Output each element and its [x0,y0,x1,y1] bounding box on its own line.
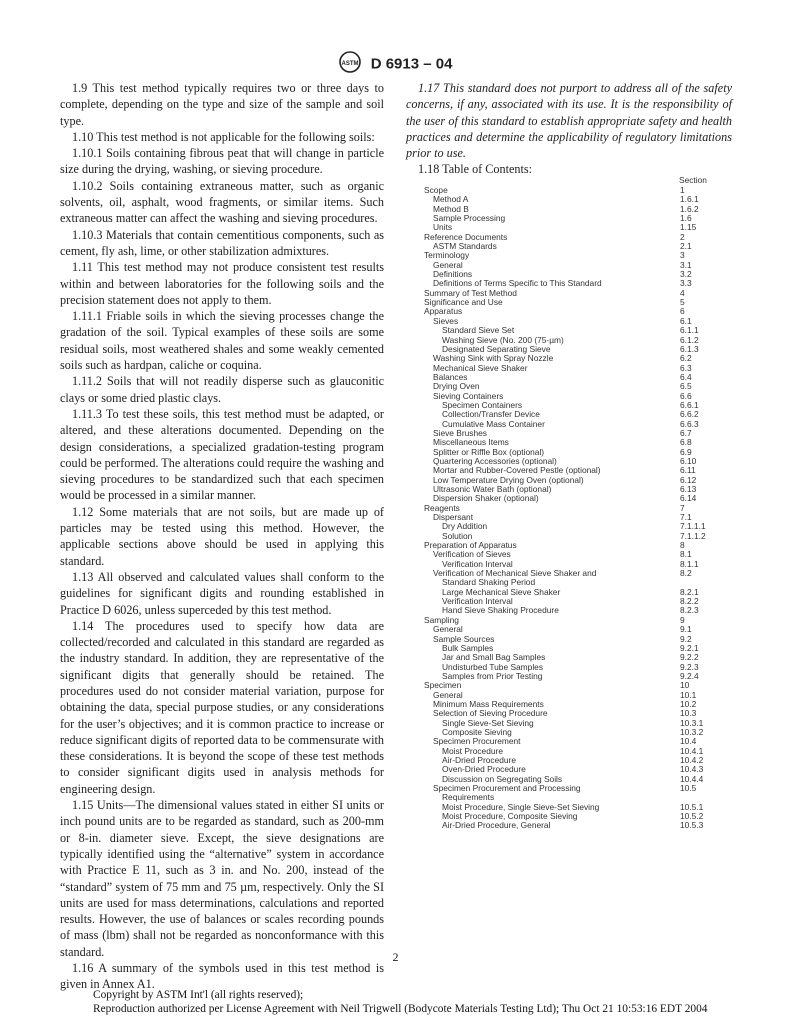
toc-title: Composite Sieving [442,726,512,737]
left-column [60,80,384,993]
toc-section-number: 9.1 [680,624,692,635]
toc-title: General [433,689,463,700]
toc-section-number: 1.6.1 [680,194,699,205]
toc-title: Collection/Transfer Device [442,409,540,420]
toc-title: Specimen Procurement [433,736,521,747]
toc-section-number: 2 [680,231,685,242]
toc-title: Terminology [424,250,470,261]
toc-section-number: 6.8 [680,437,692,448]
toc-title: Scope [424,185,448,195]
toc-title: Sample Sources [433,633,495,644]
paragraph: 1.11.2 Soils that will not readily disperse such as glauconitic clays or some dried plastic clays. [60,374,384,405]
toc-title: Verification Interval [442,596,513,607]
paragraph: 1.11 This test method may not produce consistent test results within and between laboratories for the following soils and the precision statement does not apply to them. [60,260,384,307]
toc-title: Specimen [424,680,462,691]
toc-section-number: 6.4 [680,371,692,382]
page-footer [93,988,708,1016]
toc-row [424,821,734,830]
toc-title: Specimen Procurement and Processing [433,783,581,793]
toc-section-number: 6.1.2 [680,334,699,345]
paragraph: 1.11.1 Friable soils in which the sieving processes change the gradation of the soil. Typical examples of these soils are some residual soils, most weathered shales and some weakly cemented soils such as hardpan, caliche or coquina. [60,309,384,373]
toc-section-number: 9.2.3 [680,661,699,672]
toc-title: Ultrasonic Water Bath (optional) [433,484,552,494]
toc-section-number: 6 [680,306,685,317]
toc-title: Large Mechanical Sieve Shaker [442,586,561,597]
toc-section-number: 10.4.3 [680,764,704,775]
toc-title: Oven-Dried Procedure [442,764,526,775]
toc-title: Moist Procedure, Single Sieve-Set Sieving [442,801,600,812]
toc-section-number: 10.3 [680,708,697,719]
toc-title: Sieves [433,315,459,326]
toc-title: Standard Sieve Set [442,325,515,336]
toc-section-number: 9.2 [680,633,692,644]
toc-section-number: 8 [680,540,685,551]
toc-section-number: 6.13 [680,484,697,494]
toc-title: Air-Dried Procedure, General [442,820,551,831]
toc-title: Hand Sieve Shaking Procedure [442,605,559,616]
toc-section-number: 6.6.2 [680,409,699,420]
toc-section-number: 7.1.1.1 [680,521,706,532]
toc-row [424,494,734,503]
toc-title: Discussion on Segregating Soils [442,773,563,784]
toc-title: Method A [433,194,469,205]
toc-title: Verification Interval [442,558,513,569]
paragraph: 1.13 All observed and calculated values shall conform to the guidelines for significant digits and rounding established in Practice D 6026, unless superceded by this test method. [60,569,384,617]
toc-section-number: 6.6 [680,390,692,401]
toc-section-number: 9.2.2 [680,652,699,663]
toc-title: Solution [442,530,473,541]
toc-title: Bulk Samples [442,642,494,653]
toc-title: Units [433,222,453,233]
toc-title: Standard Shaking Period [442,577,536,588]
toc-title: Significance and Use [424,297,503,308]
toc-section-number: 10.2 [680,698,697,709]
toc-title: Splitter or Riffle Box (optional) [433,446,545,457]
toc-section-number: 1.15 [680,222,697,233]
astm-logo [339,50,361,78]
toc-section-number: 10 [680,680,690,691]
standard-designation: D 6913 – 04 [370,55,453,73]
toc-title: General [433,259,463,270]
toc-title: Jar and Small Bag Samples [442,652,546,663]
toc-section-number: 8.2.3 [680,605,699,616]
toc-section-number: 6.2 [680,353,692,364]
toc-title: Sieving Containers [433,390,504,401]
toc-title: Washing Sink with Spray Nozzle [433,353,554,364]
toc-section-number: 10.4 [680,736,697,747]
toc-title: Requirements [442,792,495,803]
toc-section-number: 1.6.2 [680,203,699,214]
toc-section-number: 3.3 [680,278,692,289]
table-of-contents [424,176,734,831]
paragraph: 1.10.2 Soils containing extraneous matter, such as organic solvents, oil, asphalt, wood fragments, or similar items. Such extraneous matter can affect the washing and sieving procedures. [60,178,384,226]
paragraph: 1.15 Units—The dimensional values stated in either SI units or inch pound units are to be regarded as standard, such as 200-mm or 8-in. diameter sieve. Except, the sieve designations are typically identified using the “alternative” system in accordance with Practice E 11, such as 3 in. and No. 200, instead of the “standard” system of 75 mm and 75 µm, respectively. Only the SI units are used for mass determinations, calculations and reported results. However, the use of balances or scales recording pounds of mass (lbm) shall not be regarded as nonconformance with this standard. [60,798,384,959]
toc-section-number: 7.1 [680,512,692,523]
toc-section-number: 10.4.4 [680,773,704,784]
toc-title: Low Temperature Drying Oven (optional) [433,474,584,485]
toc-title: Definitions of Terms Specific to This Standard [433,278,602,289]
toc-section-number: 8.2.2 [680,596,699,607]
toc-title: Preparation of Apparatus [424,540,517,551]
paragraph: 1.14 The procedures used to specify how data are collected/recorded and calculated in this standard are regarded as the industry standard. In addition, they are representative of the significant digits that generally should be retained. The procedures used do not consider material variation, purpose for obtaining the data, special purpose studies, or any considerations for the user’s objectives; and it is common practice to increase or reduce significant digits of reported data to be commensurate with these considerations. It is beyond the scope of these test methods to consider significant digits used in analysis methods for engineering design. [60,618,384,796]
toc-section-number: 10.5.3 [680,820,704,831]
toc-title: Samples from Prior Testing [442,670,543,681]
toc-section-number: 6.9 [680,446,692,457]
toc-section-number: 6.1 [680,315,692,326]
paragraph: 1.10.3 Materials that contain cementitious components, such as cement, fly ash, lime, or other stabilization admixtures. [60,227,384,258]
toc-section-number: 7.1.1.2 [680,530,706,541]
toc-title: Apparatus [424,306,463,317]
toc-section-number: 8.2.1 [680,586,699,597]
copyright-line: Copyright by ASTM Int'l (all rights reserved); [93,989,304,1001]
toc-section-number: 8.2 [680,568,692,579]
toc-title: Moist Procedure, Composite Sieving [442,811,578,822]
toc-title: Specimen Containers [442,399,523,410]
toc-section-number: 10.3.1 [680,717,704,728]
toc-section-number: 6.10 [680,455,697,466]
toc-section-number: 3.2 [680,269,692,280]
toc-row [424,606,734,615]
paragraph: 1.12 Some materials that are not soils, but are made up of particles may be tested using this method. However, the applicable sections above should be used in applying this standard. [60,504,384,568]
toc-title: Cumulative Mass Container [442,418,545,429]
toc-section-number: 6.1.3 [680,343,699,354]
toc-section-number: 5 [680,297,685,308]
toc-title: Mechanical Sieve Shaker [433,362,528,373]
toc-title: Minimum Mass Requirements [433,698,544,709]
toc-title: Drying Oven [433,381,480,392]
toc-section-number: 6.7 [680,427,692,438]
toc-section-number: 6.6.3 [680,418,699,429]
svg-text:ASTM: ASTM [341,61,359,67]
toc-section-number: 7 [680,502,685,513]
toc-title: Reference Documents [424,231,508,242]
toc-title: General [433,624,463,635]
toc-section-number: 10.1 [680,689,697,700]
toc-title: Mortar and Rubber-Covered Pestle (optional) [433,465,601,476]
toc-section-number: 10.5 [680,783,697,793]
toc-title: Reagents [424,502,460,513]
toc-section-number: 9 [680,614,685,625]
toc-section-number: 10.5.2 [680,811,704,822]
toc-section-number: 4 [680,287,685,298]
toc-section-number: 1.6 [680,213,692,224]
toc-title: Balances [433,371,468,382]
toc-title: Single Sieve-Set Sieving [442,717,534,728]
toc-section-number: 6.5 [680,381,692,392]
paragraph: 1.9 This test method typically requires two or three days to complete, depending on the type and size of the sample and soil type. [60,81,384,128]
paragraph: 1.11.3 To test these soils, this test method must be adapted, or altered, and these alterations documented. Depending on the design considerations, a specialized gradation-testing program could be performed. The alterations could require the washing and sieving procedures to be standardized such that each specimen would be processed in a similar manner. [60,406,384,503]
toc-title: Verification of Sieves [433,549,511,560]
toc-title: Quartering Accessories (optional) [433,455,557,466]
paragraph: 1.18 Table of Contents: [418,162,533,177]
toc-title: Dry Addition [442,521,488,532]
toc-title: Dispersion Shaker (optional) [433,493,539,504]
toc-section-number: 3.1 [680,259,692,270]
toc-section-header: Section [679,175,707,185]
toc-section-number: 8.1 [680,549,692,560]
toc-title: Washing Sieve (No. 200 (75-µm) [442,334,564,345]
paragraph: 1.16 A summary of the symbols used in this test method is given in Annex A1. [60,961,384,992]
toc-title: Miscellaneous Items [433,437,509,448]
toc-title: Summary of Test Method [424,287,517,298]
toc-title: Method B [433,203,469,214]
toc-title: Designated Separating Sieve [442,343,551,354]
paragraph: 1.10.1 Soils containing fibrous peat that will change in particle size during the drying, washing, or sieving procedure. [60,146,384,177]
toc-section-number: 6.14 [680,493,697,504]
toc-section-number: 6.12 [680,474,697,485]
toc-title: Selection of Sieving Procedure [433,708,548,719]
license-line: Reproduction authorized per License Agreement with Neil Trigwell (Bodycote Materials Testing Ltd); Thu Oct 21 10:53:16 EDT 2004 [93,1003,708,1015]
toc-section-number: 8.1.1 [680,558,699,569]
paragraph: 1.17 This standard does not purport to address all of the safety concerns, if any, associated with its use. It is the responsibility of the user of this standard to establish appropriate safety and health practices and determine the applicability of regulatory limitations prior to use. [406,81,732,161]
toc-section-number: 10.4.1 [680,745,704,756]
toc-section-number: 6.3 [680,362,692,373]
toc-section-number: 10.5.1 [680,801,704,812]
toc-section-number: 1 [680,185,685,195]
toc-title: Definitions [433,269,473,280]
toc-title: Verification of Mechanical Sieve Shaker and [433,568,597,579]
toc-section-number: 6.1.1 [680,325,699,336]
toc-title: ASTM Standards [433,241,497,252]
toc-title: Moist Procedure [442,745,503,756]
toc-section-number: 10.4.2 [680,754,704,765]
toc-section-number: 3 [680,250,685,261]
toc-section-number: 10.3.2 [680,726,704,737]
paragraph: 1.10 This test method is not applicable for the following soils: [72,129,375,144]
toc-section-number: 9.2.4 [680,670,699,681]
toc-title: Sampling [424,614,459,625]
toc-section-number: 2.1 [680,241,692,252]
toc-row [424,298,734,307]
page-header [0,50,791,78]
toc-title: Sample Processing [433,213,506,224]
toc-title: Undisturbed Tube Samples [442,661,544,672]
toc-section-number: 6.11 [680,465,696,476]
toc-title: Dispersant [433,512,474,523]
toc-title: Sieve Brushes [433,427,487,438]
toc-section-number: 9.2.1 [680,642,699,653]
page-number: 2 [392,950,399,964]
toc-row [424,242,734,251]
right-column [406,80,732,178]
toc-title: Air-Dried Procedure [442,754,517,765]
toc-section-number: 6.6.1 [680,399,699,410]
